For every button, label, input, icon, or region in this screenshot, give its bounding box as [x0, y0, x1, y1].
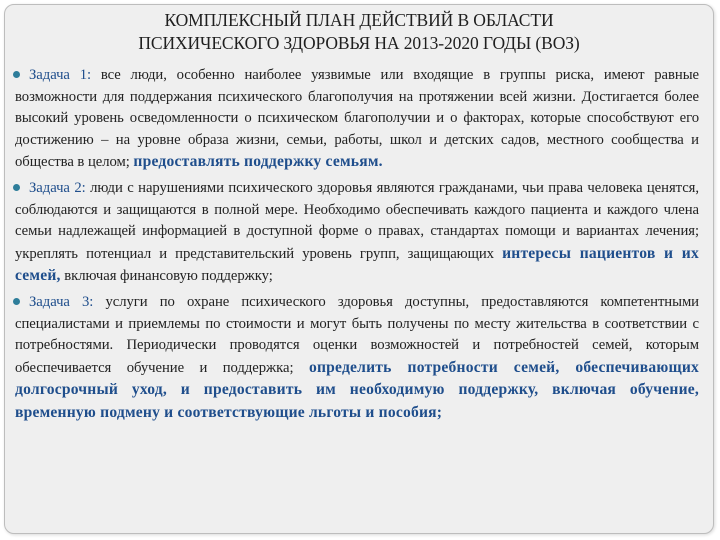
page-title — [5, 9, 713, 55]
task-highlight: определить потребности семей, обеспечивающих долгосрочный уход, и предоставить им необходимую поддержку, включая обучение, временную подмену и соответствующие льготы и пособия; — [15, 358, 699, 421]
task-label: Задача 1: — [29, 67, 92, 83]
task-text: все люди, особенно наиболее уязвимые или входящие в группы риска, имеют равные возможности для поддержания психического благополучия на протяжении всей жизни. Достигается более высокий уровень осведомленности о психическом благополучии и о факторах, которые способствуют его достижению – на уровне образа жизни, семьи, работы, школ и детских садов, местного сообщества и общества в целом; — [15, 67, 699, 171]
task-1 — [13, 65, 699, 174]
task-highlight: предоставлять поддержку семьям. — [133, 153, 383, 171]
title-line-1: КОМПЛЕКСНЫЙ ПЛАН ДЕЙСТВИЙ В ОБЛАСТИ — [164, 10, 554, 30]
task-label: Задача 2: — [29, 179, 86, 196]
task-tail: включая финансовую поддержку; — [60, 268, 273, 285]
task-highlight: интересы пациентов и их семей, — [15, 244, 699, 285]
slide — [4, 4, 714, 534]
task-list — [5, 65, 713, 425]
task-3 — [13, 292, 699, 425]
task-label: Задача 3: — [29, 293, 94, 310]
bullet-icon — [13, 298, 20, 305]
bullet-icon — [13, 71, 20, 78]
title-line-2: ПСИХИЧЕСКОГО ЗДОРОВЬЯ НА 2013-2020 ГОДЫ (ВОЗ) — [138, 33, 580, 53]
bullet-icon — [13, 184, 20, 191]
task-text: люди с нарушениями психического здоровья являются гражданами, чьи права человека ценятся, соблюдаются и защищаются в полной мере. Необходимо обеспечивать каждого пациента и каждого члена семьи надлежащей информацией в доступной форме о правах, стандартах помощи и вариантах лечения; укреплять потенциал и представительский уровень групп, защищающих — [15, 179, 699, 262]
task-2 — [13, 178, 699, 288]
task-text: услуги по охране психического здоровья доступны, предоставляются компетентными специалистами и приемлемы по стоимости и могут быть получены по месту жительства в соответствии с потребностями. Периодически проводятся оценки возможностей и потребностей семей, которым обеспечивается обучение и поддержка; — [15, 293, 699, 376]
